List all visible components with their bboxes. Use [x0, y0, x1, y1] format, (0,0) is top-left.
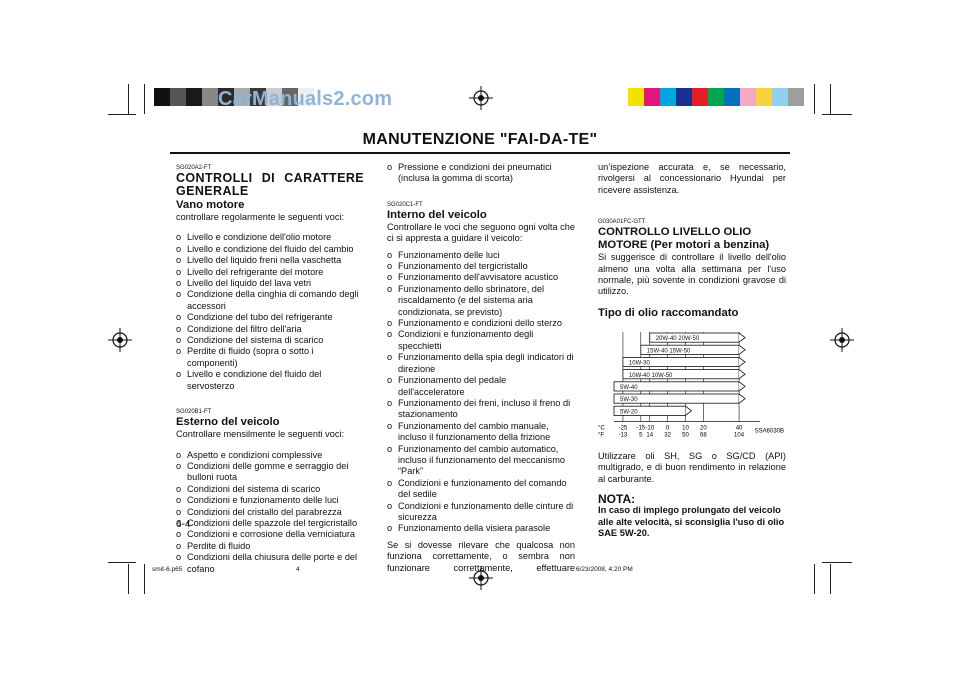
chart-bar-label: 15W-40 15W-50 [646, 348, 691, 355]
chart-bar-label: 5W-40 [620, 384, 638, 391]
color-calibration-strip [628, 88, 804, 106]
checklist-item: o Condizione del filtro dell'aria [176, 324, 364, 335]
checklist-item: o Funzionamento e condizioni dello sterzo [387, 318, 575, 329]
crop-mark [108, 562, 136, 563]
paragraph: Controllare le voci che seguono ogni volta che ci si appresta a guidare il veicolo: [387, 221, 575, 244]
crop-mark [822, 562, 852, 563]
chart-bar-arrow [739, 345, 745, 354]
section-code: SG020A2-FT [176, 165, 212, 171]
section-code: SG020B1-FT [176, 409, 212, 416]
chart-tick-label-c: 0 [665, 425, 670, 432]
gray-swatch [202, 88, 218, 106]
column-1 [176, 162, 364, 575]
crop-mark [144, 564, 145, 594]
paragraph: controllare regolarmente le seguenti voci: [176, 212, 345, 222]
checklist-item: o Condizione della cinghia di comando degli accessori [176, 289, 364, 312]
chart-bar-label: 5W-30 [620, 397, 638, 404]
registration-mark-icon [830, 328, 854, 352]
checklist-item: o Condizioni delle spazzole del tergicristallo [176, 518, 364, 529]
color-swatch [676, 88, 692, 106]
checklist-item: o Condizioni e corrosione della verniciatura [176, 529, 364, 540]
color-swatch [772, 88, 788, 106]
chart-bar-arrow [739, 357, 745, 366]
chart-bar-arrow [739, 382, 745, 391]
checklist-item: o Funzionamento della visiera parasole [387, 523, 575, 534]
paragraph: Utilizzare oli SH, SG o SG/CD (API) multigrado, e di buon rendimento in relazione al carburante. [598, 450, 786, 484]
color-swatch [708, 88, 724, 106]
title-rule [170, 152, 790, 154]
checklist-item: o Condizioni del cristallo del parabrezza [176, 507, 364, 518]
watermark-logo: CarManuals2.com [218, 88, 393, 110]
color-swatch [724, 88, 740, 106]
checklist [176, 232, 364, 392]
checklist-item: o Livello del liquido del lava vetri [176, 278, 364, 289]
chart-bar-arrow [739, 394, 745, 403]
page-number: 6-4 [176, 519, 191, 530]
checklist-item: o Condizioni del sistema di scarico [176, 484, 364, 495]
checklist-item: o Condizione del sistema di scarico [176, 335, 364, 346]
chart-tick-label-c: -15 [636, 425, 646, 432]
paragraph: Se si dovesse rilevare che qualcosa non funziona correttamente, o sembra non funzionare correttamente, effettuare [387, 539, 575, 573]
checklist-item: o Condizioni e funzionamento delle luci [176, 495, 364, 506]
checklist-item: o Livello e condizione del fluido del servosterzo [176, 369, 364, 392]
checklist-item: o Condizioni e funzionamento degli specchietti [387, 329, 575, 352]
checklist-item: o Funzionamento del tergicristallo [387, 261, 575, 272]
paragraph: Controllare mensilmente le seguenti voci: [176, 429, 345, 440]
checklist-item: o Funzionamento del pedale dell'acceleratore [387, 375, 575, 398]
chart-figure-code: SSA6030B [754, 428, 784, 435]
paragraph: Si suggerisce di controllare il livello dell'olio almeno una volta alla settimana per l'uso normale, più sovente in condizioni gravose di utilizzo. [598, 252, 786, 297]
color-swatch [644, 88, 660, 106]
section-heading: CONTROLLO LIVELLO OLIO MOTORE (Per motori a benzina) [598, 226, 770, 252]
color-swatch [692, 88, 708, 106]
checklist-item: o Funzionamento del cambio manuale, incluso il funzionamento della frizione [387, 421, 575, 444]
chart-tick-label-f: 104 [734, 432, 745, 439]
chart-tick-label-f: -13 [618, 432, 628, 439]
crop-mark [830, 84, 831, 114]
chart-unit-c: °C [598, 425, 605, 432]
color-swatch [660, 88, 676, 106]
checklist-item: o Aspetto e condizioni complessive [176, 450, 364, 461]
checklist-item: o Pressione e condizioni dei pneumatici (inclusa la gomma di scorta) [387, 162, 575, 185]
crop-mark [128, 84, 129, 114]
section-code: G030A01FC-GTT [598, 219, 646, 226]
section-code: SG020C1-FT [387, 201, 423, 208]
subsection-heading: Esterno del veicolo [176, 416, 280, 429]
crop-mark [128, 564, 129, 594]
chart-bar-label: 10W-40 10W-50 [628, 372, 673, 379]
checklist-item: o Livello e condizione del fluido del cambio [176, 244, 364, 255]
crop-mark [822, 114, 852, 115]
paragraph: un’ispezione accurata e, se necessario, rivolgersi al concessionario Hyundai per ricevere assistenza. [598, 162, 786, 195]
chart-tick-label-c: -25 [618, 425, 628, 432]
chart-tick-label-c: -10 [645, 425, 655, 432]
checklist-item: o Livello del liquido freni nella vaschetta [176, 255, 364, 266]
chart-tick-label-c: 10 [682, 425, 689, 432]
checklist-item: o Condizione del tubo del refrigerante [176, 312, 364, 323]
color-swatch [628, 88, 644, 106]
checklist-item: o Condizioni della chiusura delle porte e del cofano [176, 552, 364, 575]
chart-tick-label-f: 14 [646, 432, 654, 439]
gray-swatch [186, 88, 202, 106]
chart-bar-label: 10W-30 [628, 360, 650, 367]
checklist-item: o Livello del refrigerante del motore [176, 267, 364, 278]
gray-swatch [154, 88, 170, 106]
column-2 [387, 162, 575, 574]
page-title: MANUTENZIONE "FAI-DA-TE" [362, 131, 598, 148]
chart-unit-f: °F [598, 432, 605, 439]
note-heading: NOTA: [598, 492, 636, 507]
checklist-item: o Funzionamento dell'avvisatore acustico [387, 272, 575, 283]
chart-tick-label-f: 32 [664, 432, 671, 439]
chart-bar-label: 5W-20 [620, 409, 638, 416]
checklist-item: o Perdite di fluido (sopra o sotto i componenti) [176, 346, 364, 369]
footer-date: 6/23/2008, 4:20 PM [576, 566, 633, 573]
checklist-item: o Funzionamento della spia degli indicatori di direzione [387, 352, 575, 375]
checklist [176, 450, 364, 575]
subsection-heading: Tipo di olio raccomandato [598, 306, 739, 319]
color-swatch [788, 88, 804, 106]
crop-mark [814, 564, 815, 594]
crop-mark [144, 84, 145, 114]
chart-bar-arrow [739, 369, 745, 378]
note-text: In caso di implego prolungato del veicolo alle alte velocità, si sconsiglia l'uso di olio SAE 5W-20. [598, 505, 785, 539]
subsection-heading: Vano motore [176, 199, 245, 211]
color-swatch [756, 88, 772, 106]
checklist-item: o Perdite di fluido [176, 541, 364, 552]
checklist [387, 162, 575, 185]
chart-bar-arrow [685, 406, 691, 415]
crop-mark [830, 564, 831, 594]
checklist-item: o Condizioni e funzionamento del comando del sedile [387, 478, 575, 501]
gray-swatch [170, 88, 186, 106]
checklist-item: o Funzionamento dello sbrinatore, del riscaldamento (e del sistema aria condizionata, se previsto) [387, 284, 575, 318]
color-swatch [740, 88, 756, 106]
checklist [387, 250, 575, 535]
subsection-heading: Interno del veicolo [387, 208, 487, 221]
oil-viscosity-chart-svg [598, 324, 786, 448]
checklist-item: o Funzionamento dei freni, incluso il freno di stazionamento [387, 398, 575, 421]
checklist-item: o Condizioni delle gomme e serraggio dei bulloni ruota [176, 461, 364, 484]
checklist-item: o Funzionamento delle luci [387, 250, 575, 261]
section-heading: CONTROLLI DI CARATTERE GENERALE [176, 171, 364, 198]
oil-viscosity-chart [598, 324, 786, 448]
checklist-item: o Livello e condizione dell'olio motore [176, 232, 364, 243]
crop-mark [108, 114, 136, 115]
registration-mark-icon [469, 86, 493, 110]
chart-bar-label: 20W-40 20W-50 [655, 336, 700, 343]
crop-mark [814, 84, 815, 114]
footer-page: 4 [296, 566, 300, 573]
chart-bar-arrow [739, 333, 745, 342]
chart-tick-label-c: 40 [735, 425, 743, 432]
registration-mark-icon [108, 328, 132, 352]
chart-tick-label-c: 20 [699, 425, 707, 432]
footer-filename: smit-6.p65 [152, 566, 183, 573]
chart-tick-label-f: 68 [699, 432, 707, 439]
chart-tick-label-f: 5 [639, 432, 643, 439]
column-3 [598, 162, 786, 540]
checklist-item: o Funzionamento del cambio automatico, incluso il funzionamento del meccanismo “Park” [387, 444, 575, 478]
chart-tick-label-f: 50 [682, 432, 689, 439]
checklist-item: o Condizioni e funzionamento delle cinture di sicurezza [387, 501, 575, 524]
